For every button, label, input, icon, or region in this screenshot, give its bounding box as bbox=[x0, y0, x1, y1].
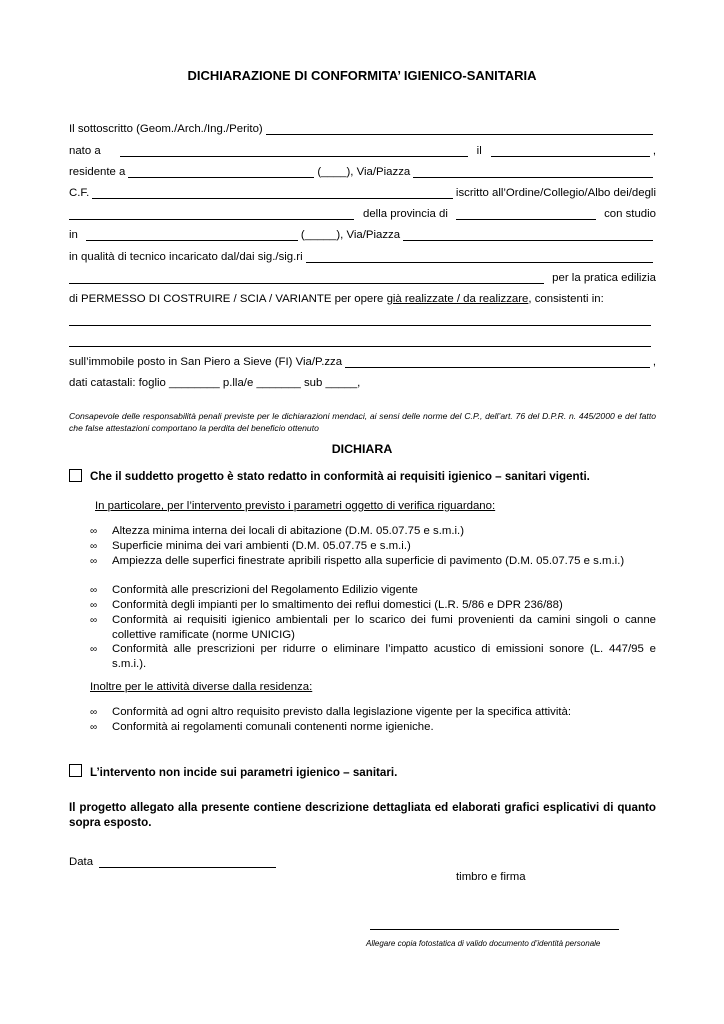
field-committenti-cont[interactable] bbox=[69, 271, 544, 284]
row-provincia bbox=[69, 206, 656, 222]
label-iscritto: iscritto all’Ordine/Collegio/Albo dei/degli bbox=[455, 187, 656, 199]
field-comune-studio[interactable] bbox=[86, 228, 298, 241]
field-provincia[interactable] bbox=[456, 207, 596, 220]
list-item-text: Conformità alle prescrizioni del Regolamento Edilizio vigente bbox=[112, 584, 418, 596]
list-item bbox=[90, 583, 656, 598]
label-il: il bbox=[476, 145, 482, 157]
row-studio bbox=[69, 227, 656, 243]
label-dati-catastali: dati catastali: foglio ________ p.lla/e _______ sub _____, bbox=[69, 377, 361, 389]
option-conforme-label: Che il suddetto progetto è stato redatto in conformità ai requisiti igienico – sanitari vigenti. bbox=[90, 470, 590, 483]
field-descrizione-2[interactable] bbox=[69, 346, 651, 347]
row-qualita bbox=[69, 249, 656, 265]
label-nato: nato a bbox=[69, 145, 101, 157]
row-catastali bbox=[69, 375, 656, 391]
bullet-infinity-icon: ∞ bbox=[90, 526, 98, 537]
list-item-text: Conformità degli impianti per lo smaltimento dei reflui domestici (L.R. 5/86 e DPR 236/88) bbox=[112, 599, 563, 611]
row-residente bbox=[69, 164, 656, 180]
in-particolare-heading: In particolare, per l’intervento previsto i parametri oggetto di verifica riguardano: bbox=[95, 500, 496, 512]
field-data[interactable] bbox=[99, 855, 276, 868]
field-committenti[interactable] bbox=[306, 250, 653, 263]
inoltre-heading: Inoltre per le attività diverse dalla residenza: bbox=[90, 681, 313, 693]
bullet-infinity-icon: ∞ bbox=[90, 600, 98, 611]
label-permesso: di PERMESSO DI COSTRUIRE / SCIA / VARIANTE per opere bbox=[69, 293, 384, 305]
field-ordine[interactable] bbox=[69, 207, 354, 220]
list-item bbox=[90, 642, 656, 672]
dichiara-heading: DICHIARA bbox=[331, 442, 393, 456]
checkbox-conforme[interactable] bbox=[69, 469, 82, 482]
list-item-text: Conformità ad ogni altro requisito previsto dalla legislazione vigente per la specifica attività: bbox=[112, 706, 572, 718]
bullet-infinity-icon: ∞ bbox=[90, 541, 98, 552]
list-item bbox=[90, 524, 656, 539]
label-prov-studio: (_____), Via/Piazza bbox=[300, 229, 401, 241]
field-codice-fiscale[interactable] bbox=[92, 186, 453, 199]
label-permesso-stato: già realizzate / da realizzare bbox=[386, 293, 529, 305]
disclaimer-note: Consapevole delle responsabilità penali previste per le dichiarazioni mendaci, ai sensi delle norme del C.P., dell’art. 76 del D.P.R. n. 445/2000 e del fatto che false attestazioni comportano la perdita del beneficio ottenuto bbox=[69, 411, 656, 433]
signature-line[interactable] bbox=[370, 928, 619, 930]
checkbox-non-incide[interactable] bbox=[69, 764, 82, 777]
option-non-incide-label: L’intervento non incide sui parametri igienico – sanitari. bbox=[90, 766, 398, 779]
field-residenza[interactable] bbox=[128, 165, 314, 178]
label-data: Data bbox=[69, 856, 94, 868]
document-title: DICHIARAZIONE DI CONFORMITA’ IGIENICO-SANITARIA bbox=[187, 68, 537, 83]
list-item-text: Ampiezza delle superfici finestrate apribili rispetto alla superficie di pavimento (D.M. 05.07.75 e s.m.i.) bbox=[112, 555, 625, 567]
list-item bbox=[90, 613, 656, 643]
list-item bbox=[90, 720, 656, 735]
label-consistenti: , consistenti in: bbox=[528, 293, 604, 305]
label-studio: con studio bbox=[604, 208, 656, 220]
field-nome-tecnico[interactable] bbox=[266, 122, 653, 135]
final-statement: Il progetto allegato alla presente contiene descrizione dettagliata ed elaborati grafici esplicativi di quanto sopra esposto. bbox=[69, 801, 656, 829]
list-item-text: Conformità alle prescrizioni per ridurre o eliminare l’impatto acustico di emissioni sonore (L. 447/95 e s.m.i.). bbox=[112, 643, 656, 670]
bullet-infinity-icon: ∞ bbox=[90, 707, 98, 718]
bullet-infinity-icon: ∞ bbox=[90, 722, 98, 733]
list-item-text: Altezza minima interna dei locali di abitazione (D.M. 05.07.75 e s.m.i.) bbox=[112, 525, 465, 537]
label-in: in bbox=[69, 229, 78, 241]
label-qualita: in qualità di tecnico incaricato dal/dai sig./sig.ri bbox=[69, 251, 303, 263]
list-item bbox=[90, 539, 656, 554]
label-sottoscritto: Il sottoscritto (Geom./Arch./Ing./Perito) bbox=[69, 123, 263, 135]
list-item-text: Conformità ai requisiti igienico ambientali per lo scarico dei fumi provenienti da camini singoli o canne collettive ramificate (norme UNICIG) bbox=[112, 614, 656, 641]
list-item bbox=[90, 598, 656, 613]
field-via-residenza[interactable] bbox=[413, 165, 653, 178]
label-residente: residente a bbox=[69, 166, 126, 178]
row-pratica bbox=[69, 270, 656, 286]
bullet-infinity-icon: ∞ bbox=[90, 644, 98, 655]
list-item bbox=[90, 554, 656, 569]
list-item-text: Superficie minima dei vari ambienti (D.M. 05.07.75 e s.m.i.) bbox=[112, 540, 411, 552]
list-item-text: Conformità ai regolamenti comunali contenenti norme igieniche. bbox=[112, 721, 434, 733]
row-cf bbox=[69, 185, 656, 201]
label-pratica: per la pratica edilizia bbox=[552, 272, 656, 284]
label-cf: C.F. bbox=[69, 187, 90, 199]
row-permesso bbox=[69, 291, 656, 307]
label-provincia: della provincia di bbox=[363, 208, 448, 220]
field-data-nascita[interactable] bbox=[491, 144, 650, 157]
list-item bbox=[90, 705, 656, 720]
bullet-infinity-icon: ∞ bbox=[90, 556, 98, 567]
label-prov-residenza: (____), Via/Piazza bbox=[317, 166, 411, 178]
bullet-infinity-icon: ∞ bbox=[90, 615, 98, 626]
field-descrizione-1[interactable] bbox=[69, 325, 651, 326]
label-immobile: sull’immobile posto in San Piero a Sieve (FI) Via/P.zza bbox=[69, 356, 343, 368]
field-via-studio[interactable] bbox=[403, 228, 653, 241]
row-data bbox=[69, 854, 279, 870]
row-sottoscritto bbox=[69, 121, 656, 137]
bullet-infinity-icon: ∞ bbox=[90, 585, 98, 596]
timbro-firma-label: timbro e firma bbox=[456, 871, 526, 883]
field-luogo-nascita[interactable] bbox=[120, 144, 468, 157]
row-nato: nato a il , bbox=[69, 145, 656, 157]
allegare-note: Allegare copia fotostatica di valido documento d’identità personale bbox=[366, 939, 601, 948]
field-via-immobile[interactable] bbox=[345, 355, 650, 368]
row-immobile: sull’immobile posto in San Piero a Sieve (FI) Via/P.zza , bbox=[69, 356, 656, 368]
